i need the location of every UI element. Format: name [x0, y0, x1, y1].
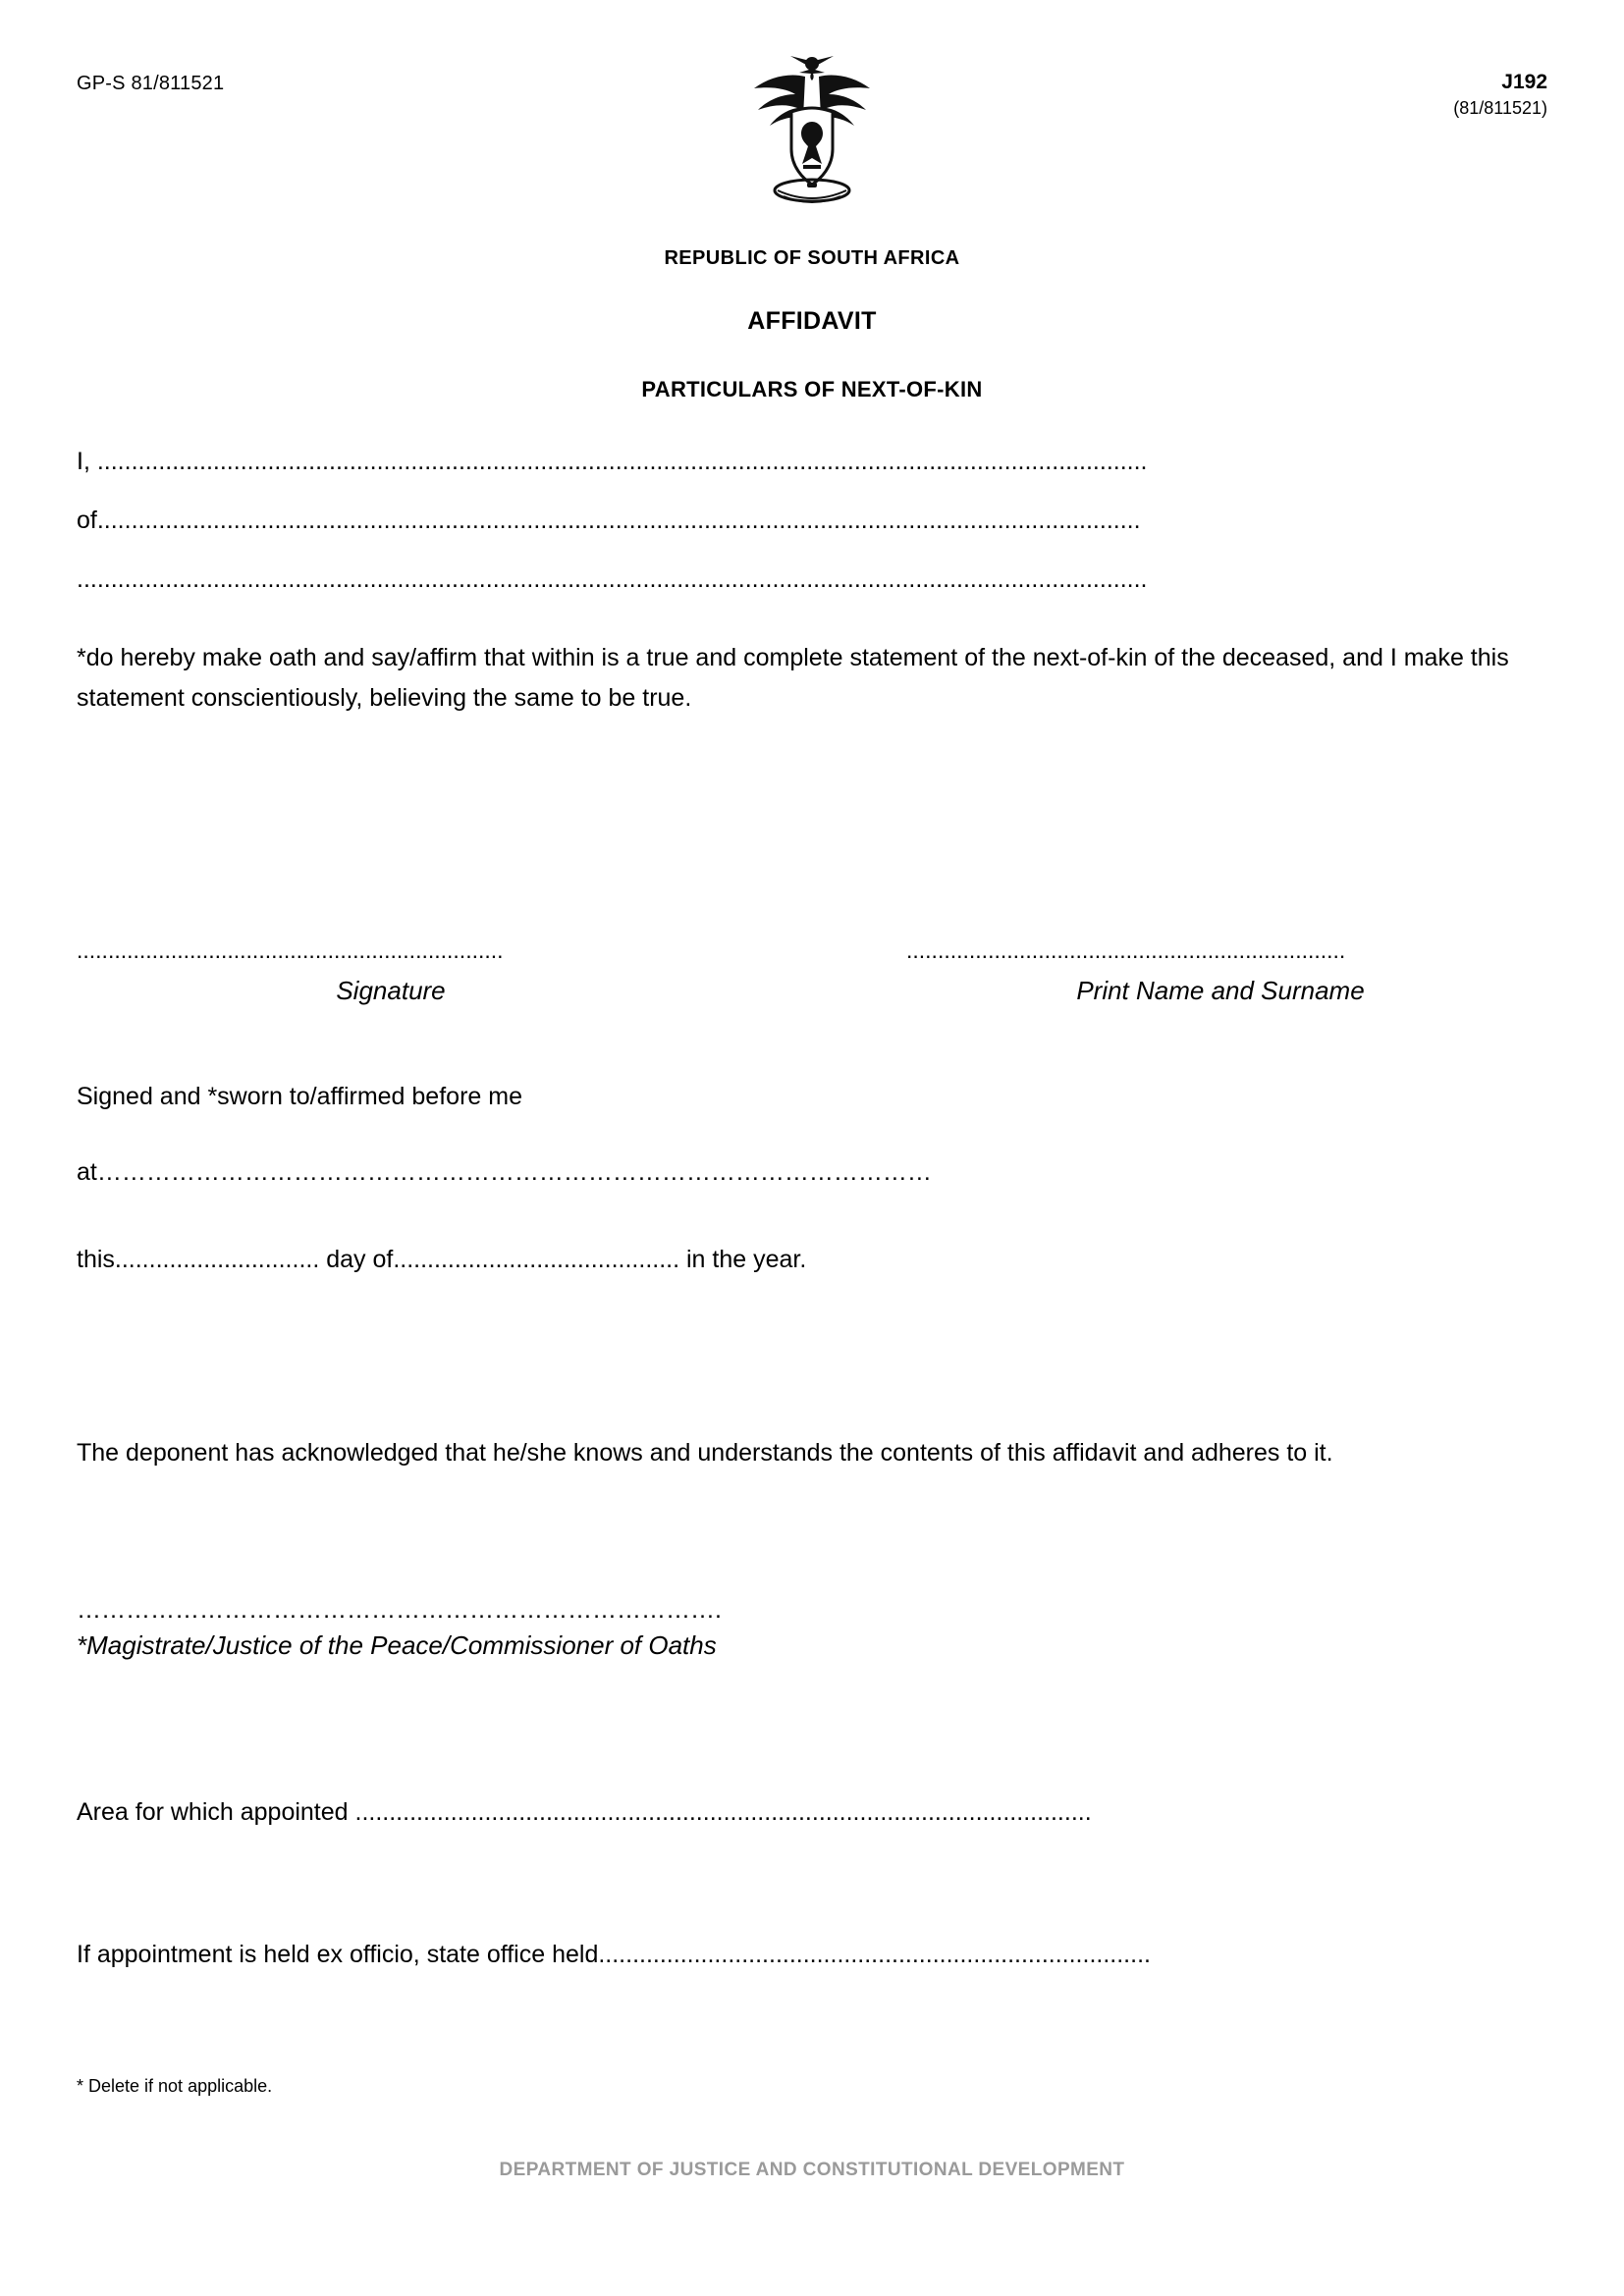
area-appointed-line[interactable]: Area for which appointed ............................................................................................................ — [77, 1798, 1092, 1826]
signature-label: Signature — [336, 976, 446, 1005]
printname-column — [906, 937, 1544, 1006]
page-title-document-type: AFFIDAVIT — [747, 307, 877, 335]
coat-of-arms-icon — [738, 47, 886, 214]
signature-section — [77, 937, 1547, 1055]
magistrate-signature-line[interactable]: ……………………………………………………………………. — [77, 1598, 722, 1623]
deponent-acknowledgement-paragraph: The deponent has acknowledged that he/she knows and understands the contents of this affidavit and adheres to it. — [77, 1439, 1333, 1467]
deponent-address-line-2[interactable]: ............................................................................................................................................................. — [77, 565, 1148, 593]
deponent-address-line-1[interactable]: of......................................................................................................................................................... — [77, 507, 1141, 534]
attestation-section — [77, 1085, 1547, 1272]
form-number: J192 — [1501, 71, 1547, 93]
date-line[interactable]: this.............................. day of.......................................... in the year. — [77, 1246, 807, 1273]
magistrate-section — [77, 1598, 1547, 1661]
page-title-subject: PARTICULARS OF NEXT-OF-KIN — [641, 377, 983, 401]
printname-line[interactable]: ...................................................................... — [906, 937, 1346, 963]
footnote-delete-if-not-applicable: * Delete if not applicable. — [77, 2076, 273, 2096]
form-code-right-group — [1453, 69, 1547, 121]
signature-line[interactable]: .................................................................... — [77, 937, 504, 963]
sworn-before-me-text: Signed and *sworn to/affirmed before me — [77, 1083, 522, 1110]
deponent-name-line[interactable]: I, .......................................................................................................................................................... — [77, 448, 1148, 475]
form-number-sub: (81/811521) — [1453, 98, 1547, 119]
form-code-left: GP-S 81/811521 — [77, 73, 225, 94]
page-title-country: REPUBLIC OF SOUTH AFRICA — [664, 247, 960, 269]
magistrate-role-label: *Magistrate/Justice of the Peace/Commissioner of Oaths — [77, 1630, 717, 1660]
declaration-section — [77, 432, 1547, 718]
oath-paragraph: *do hereby make oath and say/affirm that within is a true and complete statement of the next-of-kin of the deceased, and I make this statement conscientiously, believing the same to be true. — [77, 644, 1509, 712]
printname-label: Print Name and Surname — [1076, 976, 1365, 1005]
signature-column — [77, 937, 715, 1006]
title-block — [0, 247, 1624, 402]
ex-officio-office-line[interactable]: If appointment is held ex officio, state office held................................................................................. — [77, 1941, 1151, 1968]
place-line[interactable]: at………………………………………………………………………………………… — [77, 1160, 932, 1185]
document-footer: DEPARTMENT OF JUSTICE AND CONSTITUTIONAL DEVELOPMENT — [499, 2160, 1125, 2180]
